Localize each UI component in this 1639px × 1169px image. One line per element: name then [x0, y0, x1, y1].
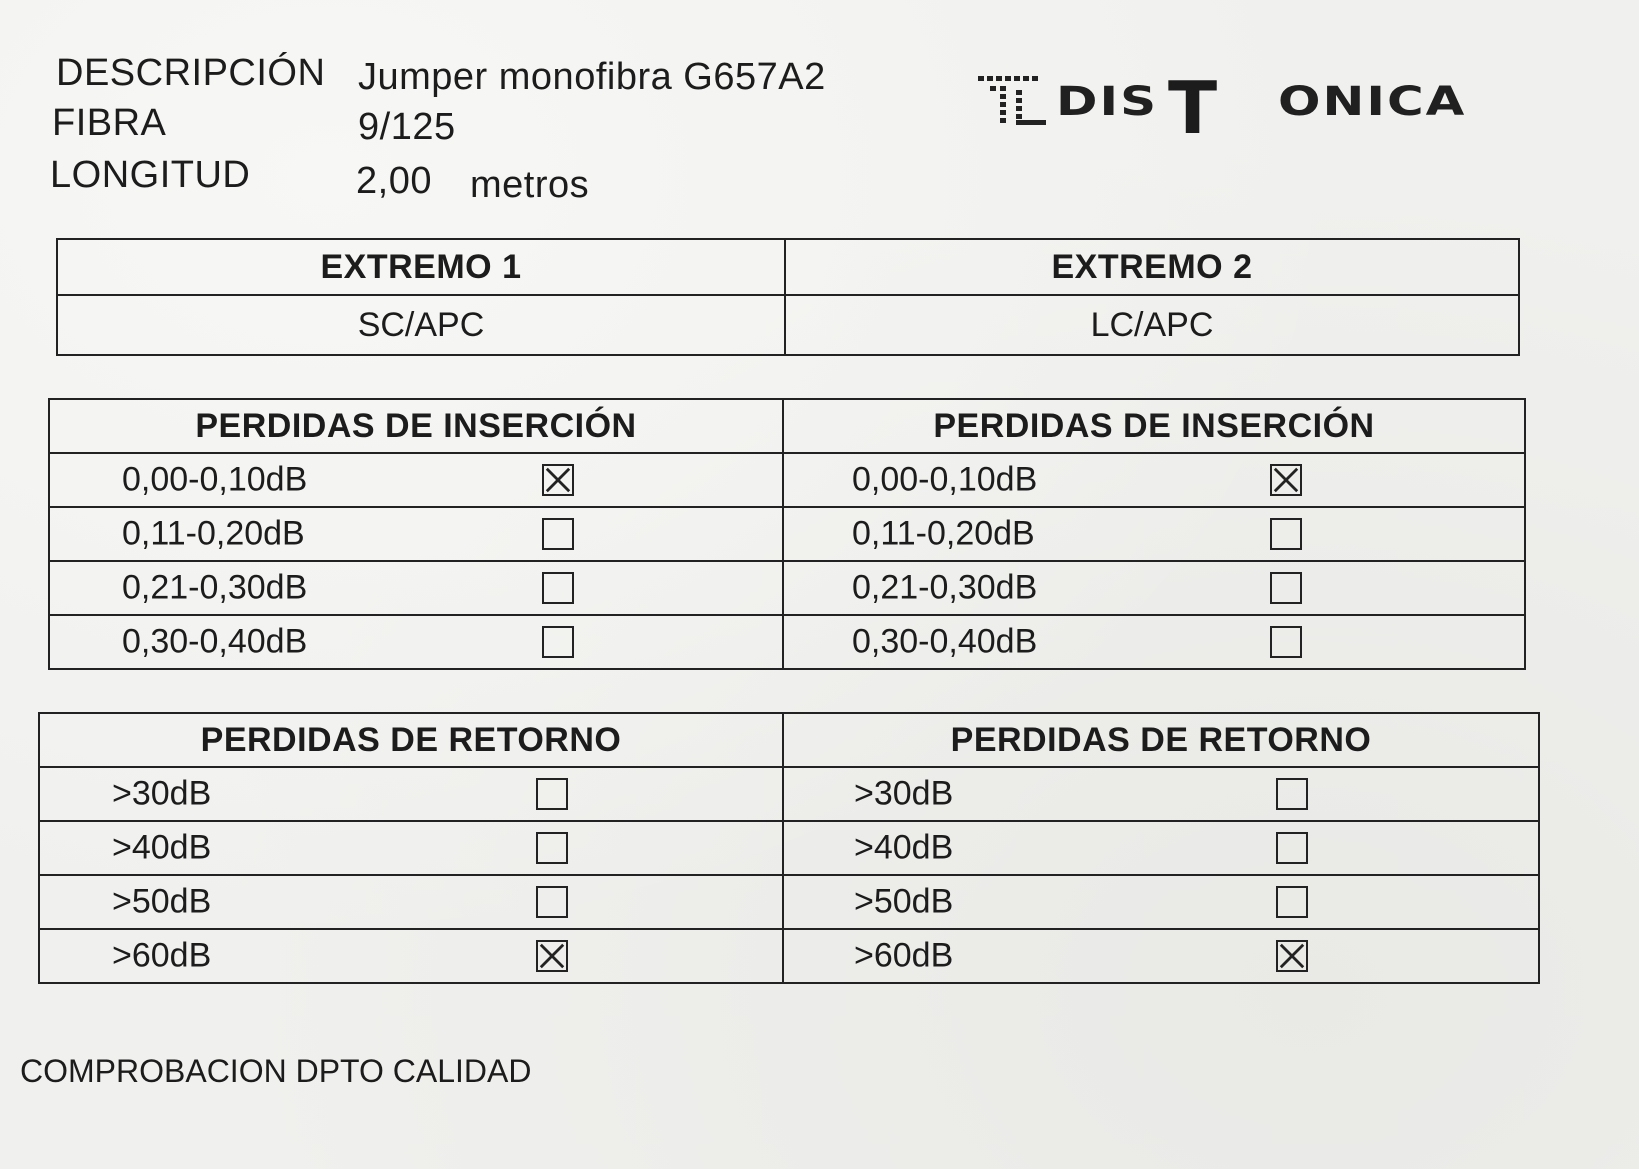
insertion-row [49, 615, 1525, 669]
insertion-loss-table [48, 398, 1526, 670]
insertion-range-label: 0,00-0,10dB [122, 460, 308, 499]
insertion-checkbox-left[interactable] [542, 464, 574, 496]
logo-text-onica: ONICA [1278, 78, 1467, 125]
return-range-label: >50dB [112, 882, 212, 921]
return-checkbox-left[interactable] [536, 778, 568, 810]
return-range-label: >50dB [854, 882, 954, 921]
insertion-range-label: 0,30-0,40dB [122, 622, 308, 661]
insertion-row [49, 507, 1525, 561]
end2-header: EXTREMO 2 [785, 239, 1519, 295]
description-label: DESCRIPCIÓN [56, 52, 326, 94]
return-checkbox-right[interactable] [1276, 886, 1308, 918]
return-row [39, 821, 1539, 875]
logo-text-t: T [1168, 66, 1218, 150]
return-header-left: PERDIDAS DE RETORNO [39, 713, 783, 767]
length-unit: metros [470, 164, 590, 206]
ends-table [56, 238, 1520, 356]
insertion-row [49, 561, 1525, 615]
insertion-header-right: PERDIDAS DE INSERCIÓN [783, 399, 1525, 453]
quality-check-footer: COMPROBACION DPTO CALIDAD [20, 1053, 532, 1089]
insertion-cell-left [49, 615, 783, 669]
insertion-range-label: 0,21-0,30dB [852, 568, 1038, 607]
insertion-cell-right [783, 561, 1525, 615]
insertion-cell-left [49, 453, 783, 507]
return-row [39, 767, 1539, 821]
return-checkbox-left[interactable] [536, 886, 568, 918]
insertion-range-label: 0,00-0,10dB [852, 460, 1038, 499]
length-value: 2,00 [356, 160, 432, 202]
insertion-range-label: 0,30-0,40dB [852, 622, 1038, 661]
insertion-cell-right [783, 615, 1525, 669]
end1-connector: SC/APC [57, 295, 785, 355]
insertion-cell-right [783, 453, 1525, 507]
check-x-icon [1272, 466, 1300, 494]
insertion-checkbox-left[interactable] [542, 518, 574, 550]
return-cell-left [39, 929, 783, 983]
return-range-label: >40dB [112, 828, 212, 867]
return-checkbox-right[interactable] [1276, 778, 1308, 810]
return-range-label: >30dB [112, 774, 212, 813]
tl-logo-icon [978, 76, 1050, 126]
return-range-label: >30dB [854, 774, 954, 813]
return-checkbox-right[interactable] [1276, 832, 1308, 864]
return-header-right: PERDIDAS DE RETORNO [783, 713, 1539, 767]
distonica-logo [978, 66, 1558, 150]
insertion-checkbox-right[interactable] [1270, 464, 1302, 496]
return-cell-right [783, 929, 1539, 983]
logo-text-dis: DIS [1056, 78, 1159, 125]
fiber-value: 9/125 [358, 106, 456, 148]
return-loss-table [38, 712, 1540, 984]
description-value: Jumper monofibra G657A2 [358, 56, 826, 98]
return-range-label: >40dB [854, 828, 954, 867]
return-cell-left [39, 767, 783, 821]
insertion-range-label: 0,21-0,30dB [122, 568, 308, 607]
length-label: LONGITUD [50, 154, 251, 196]
insertion-row [49, 453, 1525, 507]
return-cell-right [783, 767, 1539, 821]
return-row [39, 875, 1539, 929]
return-cell-right [783, 821, 1539, 875]
check-x-icon [544, 466, 572, 494]
insertion-range-label: 0,11-0,20dB [122, 514, 305, 553]
insertion-cell-left [49, 507, 783, 561]
insertion-cell-left [49, 561, 783, 615]
check-x-icon [538, 942, 566, 970]
end2-connector: LC/APC [785, 295, 1519, 355]
fiber-label: FIBRA [52, 102, 167, 144]
return-cell-right [783, 875, 1539, 929]
insertion-checkbox-right[interactable] [1270, 518, 1302, 550]
return-row [39, 929, 1539, 983]
insertion-range-label: 0,11-0,20dB [852, 514, 1035, 553]
insertion-checkbox-left[interactable] [542, 626, 574, 658]
check-x-icon [1278, 942, 1306, 970]
insertion-checkbox-left[interactable] [542, 572, 574, 604]
insertion-checkbox-right[interactable] [1270, 572, 1302, 604]
insertion-checkbox-right[interactable] [1270, 626, 1302, 658]
return-range-label: >60dB [854, 936, 954, 975]
end1-header: EXTREMO 1 [57, 239, 785, 295]
return-checkbox-left[interactable] [536, 832, 568, 864]
return-checkbox-right[interactable] [1276, 940, 1308, 972]
return-cell-left [39, 875, 783, 929]
return-checkbox-left[interactable] [536, 940, 568, 972]
insertion-cell-right [783, 507, 1525, 561]
return-range-label: >60dB [112, 936, 212, 975]
return-cell-left [39, 821, 783, 875]
insertion-header-left: PERDIDAS DE INSERCIÓN [49, 399, 783, 453]
